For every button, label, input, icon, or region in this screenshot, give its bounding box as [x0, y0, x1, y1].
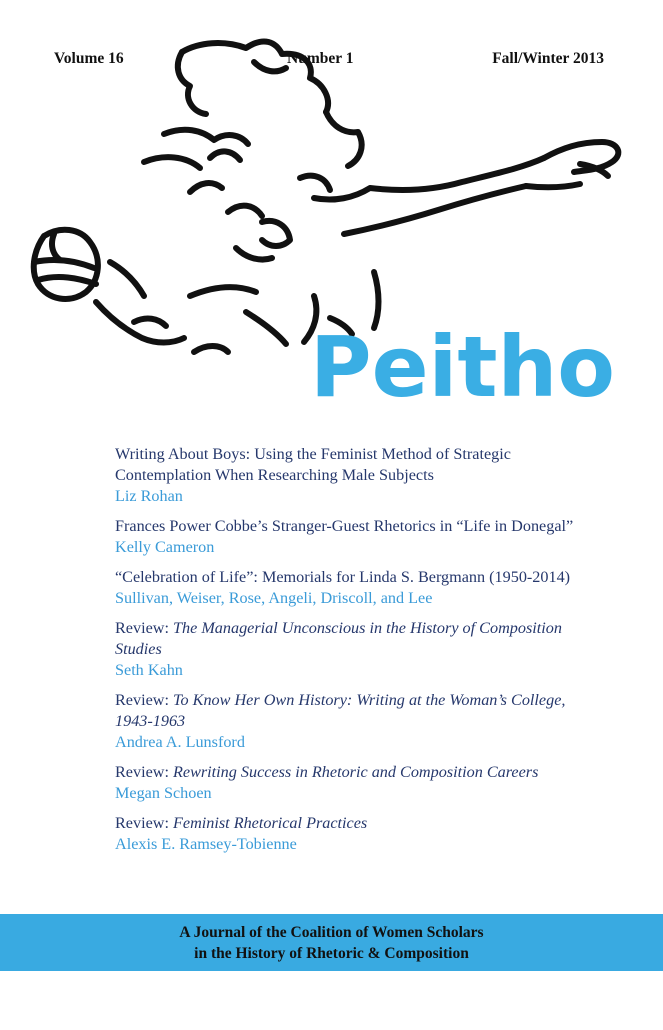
- entry-author: Liz Rohan: [115, 487, 183, 505]
- entry-title-italic: Feminist Rhetorical Practices: [173, 814, 368, 832]
- toc-entry[interactable]: [115, 444, 595, 507]
- entry-author: Andrea A. Lunsford: [115, 733, 245, 751]
- toc-entry[interactable]: [115, 567, 595, 609]
- entry-title: Review:: [115, 763, 173, 781]
- entry-title-italic: To Know Her Own History: Writing at the Woman’s College, 1943-1963: [115, 691, 566, 730]
- volume-label: Volume 16: [54, 50, 124, 67]
- toc-entry[interactable]: [115, 762, 595, 804]
- entry-author: Sullivan, Weiser, Rose, Angeli, Driscoll, and Lee: [115, 589, 433, 607]
- issue-number-label: Number 1: [287, 50, 354, 67]
- journal-logo: Peitho: [310, 318, 615, 402]
- entry-title: Review:: [115, 691, 173, 709]
- entry-title-italic: The Managerial Unconscious in the History of Composition Studies: [115, 619, 562, 658]
- entry-author: Kelly Cameron: [115, 538, 215, 556]
- entry-title: Review:: [115, 619, 173, 637]
- entry-title: Review:: [115, 814, 173, 832]
- entry-title: Frances Power Cobbe’s Stranger-Guest Rhetorics in “Life in Donegal”: [115, 517, 574, 535]
- table-of-contents: [115, 444, 595, 864]
- toc-entry[interactable]: [115, 690, 595, 753]
- entry-title: Writing About Boys: Using the Feminist Method of Strategic Contemplation When Researching Male Subjects: [115, 445, 511, 484]
- footer-line-2: in the History of Rhetoric & Composition: [194, 945, 469, 962]
- season-label: Fall/Winter 2013: [492, 50, 604, 67]
- entry-author: Alexis E. Ramsey-Tobienne: [115, 835, 297, 853]
- entry-author: Seth Kahn: [115, 661, 183, 679]
- footer-line-1: A Journal of the Coalition of Women Scholars: [179, 924, 484, 941]
- toc-entry[interactable]: [115, 516, 595, 558]
- entry-author: Megan Schoen: [115, 784, 212, 802]
- entry-title: “Celebration of Life”: Memorials for Linda S. Bergmann (1950-2014): [115, 568, 571, 586]
- toc-entry[interactable]: [115, 813, 595, 855]
- footer-tagline: [0, 914, 663, 964]
- toc-entry[interactable]: [115, 618, 595, 681]
- figure-line-drawing-icon: [14, 22, 644, 402]
- footer-band: [0, 914, 663, 971]
- entry-title-italic: Rewriting Success in Rhetoric and Composition Careers: [173, 763, 539, 781]
